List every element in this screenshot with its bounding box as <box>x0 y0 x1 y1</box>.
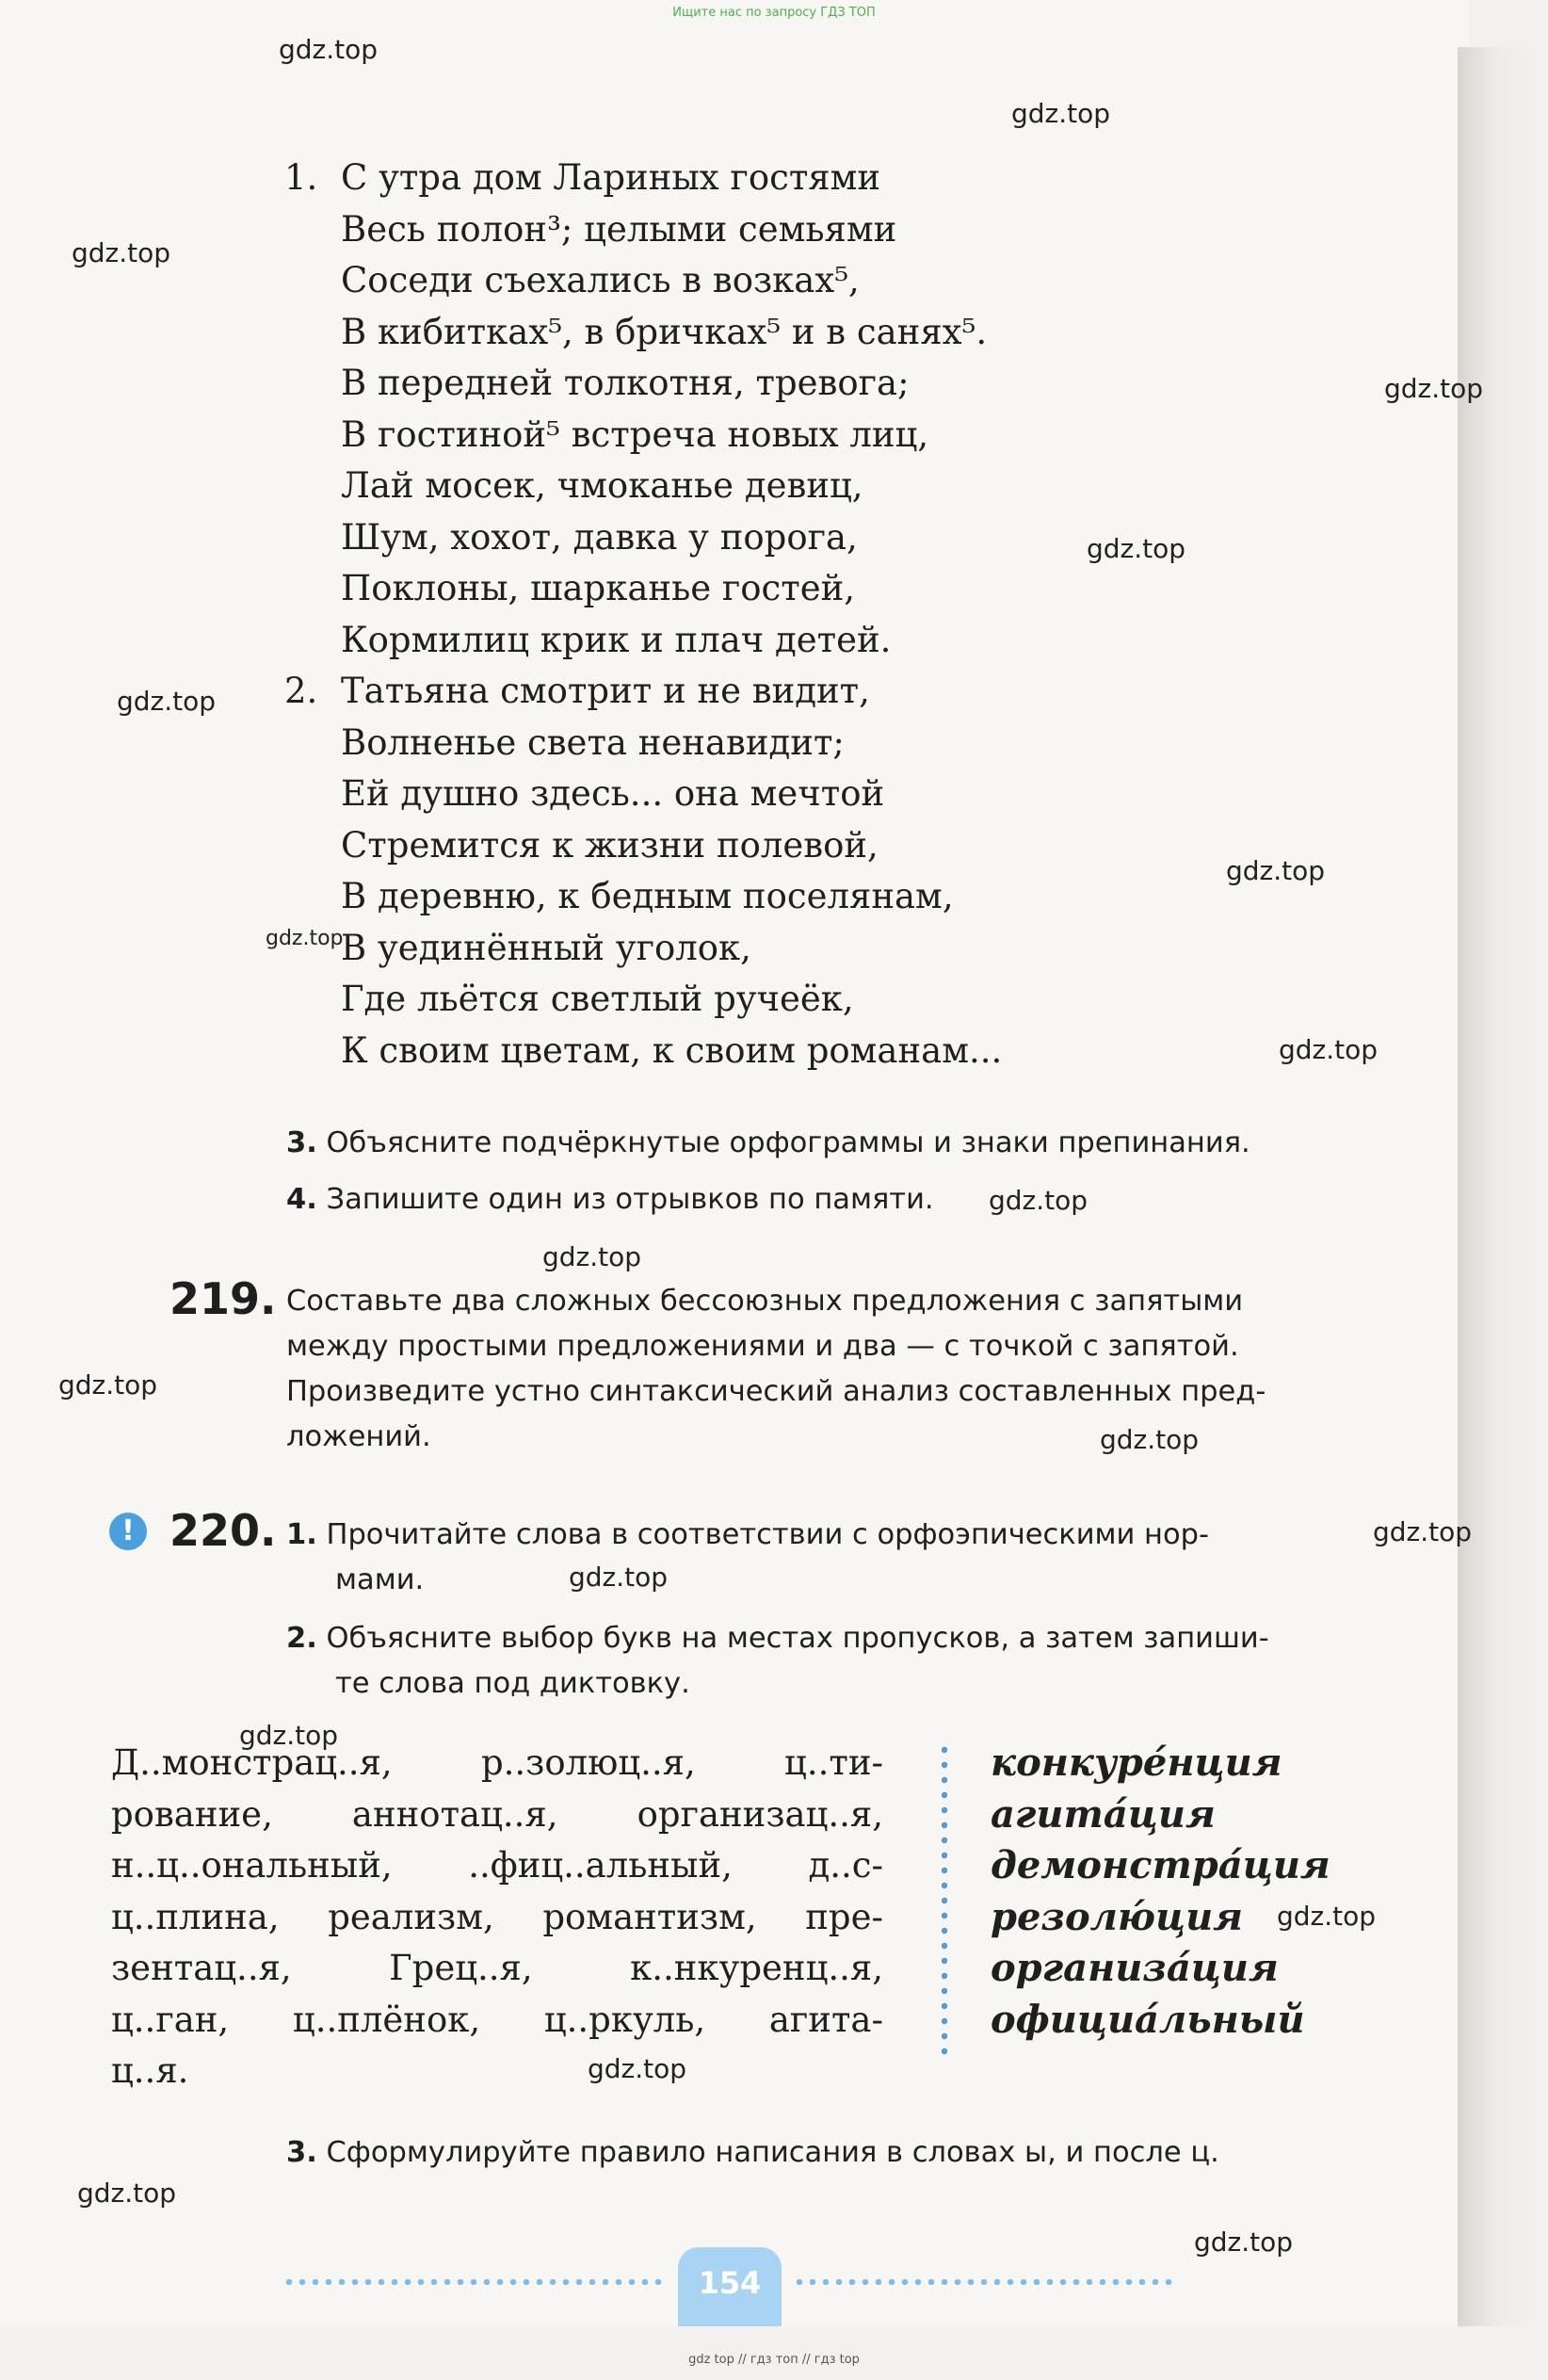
poem-line: В кибитках⁵, в бричках⁵ и в санях⁵. <box>341 311 988 352</box>
dotted-divider <box>942 1742 947 2063</box>
stressed-word: официа́льный <box>991 1997 1305 2042</box>
stressed-word-list <box>991 1738 1330 2046</box>
poem-line: К своим цветам, к своим романам... <box>341 1029 1003 1071</box>
watermark: gdz.top <box>279 34 379 65</box>
watermark: gdz.top <box>239 1720 339 1751</box>
exercise-219-number: 219. <box>169 1273 277 1324</box>
important-badge: ! <box>109 1513 147 1550</box>
task-4: 4. Запишите один из отрывков по памяти. <box>286 1183 934 1216</box>
watermark: gdz.top <box>1194 2226 1294 2258</box>
word-line: Д..монстрац..я, р..золюц..я, ц..ти- <box>111 1742 883 1783</box>
word-line: ц..плина, реализм, романтизм, пре- <box>111 1896 883 1937</box>
bottom-note: gdz top // гдз топ // гдз top <box>688 2353 860 2367</box>
word-line: зентац..я, Грец..я, к..нкуренц..я, <box>111 1948 883 1988</box>
watermark: gdz.top <box>1384 373 1484 404</box>
poem-line: В уединённый уголок, <box>341 927 751 968</box>
stressed-word: конкуре́нция <box>991 1740 1282 1785</box>
exercise-220-task-2: 2. Объясните выбор букв на местах пропусков, а затем запиши- те слова под диктовку. <box>286 1622 1269 1700</box>
poem-line: Кормилиц крик и плач детей. <box>341 619 892 660</box>
watermark: gdz.top <box>266 927 344 950</box>
poem-line: Шум, хохот, давка у порога, <box>341 516 858 558</box>
watermark: gdz.top <box>1279 1034 1379 1065</box>
watermark: gdz.top <box>117 686 217 717</box>
watermark: gdz.top <box>1226 855 1326 886</box>
stressed-word: резолю́ция <box>991 1894 1244 1939</box>
stressed-word: организа́ция <box>991 1946 1279 1990</box>
poem-excerpts <box>284 153 1002 1077</box>
watermark: gdz.top <box>1277 1901 1377 1932</box>
word-line: н..ц..ональный, ..фиц..альный, д..с- <box>111 1845 883 1886</box>
poem-line: 1. С утра дом Лариных гостями <box>284 153 1002 204</box>
stressed-word: агита́ция <box>991 1791 1216 1837</box>
poem-line: В деревню, к бедным поселянам, <box>341 876 954 916</box>
poem-line: Лай мосек, чмоканье девиц, <box>341 465 863 506</box>
word-line: рование, аннотац..я, организац..я, <box>111 1793 883 1835</box>
stressed-word: демонстра́ция <box>991 1843 1330 1887</box>
watermark: gdz.top <box>1011 98 1111 129</box>
watermark: gdz.top <box>569 1562 669 1593</box>
watermark: gdz.top <box>1373 1516 1473 1547</box>
watermark: gdz.top <box>989 1185 1088 1216</box>
poem-line: 2. Татьяна смотрит и не видит, <box>284 666 1002 718</box>
exercise-219-text: Составьте два сложных бессоюзных предложения с запятыми между простыми предложениями и два — с точкой с запятой. Произведите устно синтаксический анализ составленных пред- ложений. <box>286 1285 1266 1453</box>
page-number: 154 <box>678 2247 782 2326</box>
footer-dots-left <box>282 2279 667 2285</box>
poem-line: Ей душно здесь... она мечтой <box>341 773 885 814</box>
poem-line: В гостиной⁵ встреча новых лиц, <box>341 413 929 455</box>
watermark: gdz.top <box>1100 1424 1200 1455</box>
stanza-number: 2. <box>284 671 318 711</box>
watermark: gdz.top <box>77 2178 177 2209</box>
poem-line: Соседи съехались в возках⁵, <box>341 260 860 300</box>
watermark: gdz.top <box>588 2053 687 2084</box>
poem-line: В передней толкотня, тревога; <box>341 363 910 403</box>
word-list <box>111 1738 883 2097</box>
poem-line: Волненье света ненавидит; <box>341 721 845 763</box>
poem-line: Поклоны, шарканье гостей, <box>341 568 856 608</box>
task-3: 3. Объясните подчёркнутые орфограммы и знаки препинания. <box>286 1126 1250 1159</box>
word-line: ц..я. <box>111 2050 189 2091</box>
poem-line: Стремится к жизни полевой, <box>341 824 879 866</box>
footer-dots-right <box>793 2279 1177 2285</box>
word-line: ц..ган, ц..плёнок, ц..ркуль, агита- <box>111 1999 883 2040</box>
top-note: Ищите нас по запросу ГДЗ ТОП <box>672 6 876 20</box>
exercise-220-task-1: 1. Прочитайте слова в соответствии с орфоэпическими нор- мами. <box>286 1518 1210 1596</box>
exercise-220-task-3: 3. Сформулируйте правило написания в словах ы, и после ц. <box>286 2136 1219 2169</box>
poem-line: Весь полон³; целыми семьями <box>341 208 897 250</box>
watermark: gdz.top <box>58 1369 158 1400</box>
watermark: gdz.top <box>72 237 171 268</box>
poem-line: Где льётся светлый ручеёк, <box>341 979 854 1019</box>
exercise-220-number: 220. <box>169 1505 277 1556</box>
stanza-number: 1. <box>284 157 318 198</box>
watermark: gdz.top <box>542 1241 642 1272</box>
watermark: gdz.top <box>1087 533 1186 564</box>
